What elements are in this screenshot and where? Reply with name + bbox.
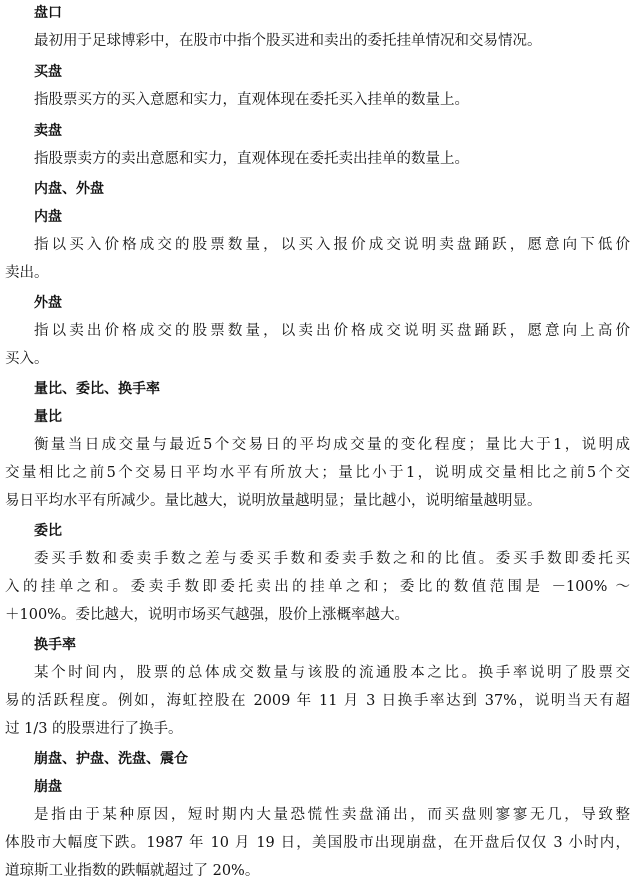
paragraph-liangbi-line-1: 衡量当日成交量与最近5个交易日的平均成交量的变化程度；量比大于1，说明成 — [34, 437, 630, 453]
paragraph-weibi-line-1: 委买手数和委卖手数之差与委买手数和委卖手数之和的比值。委买手数即委托买 — [34, 551, 630, 567]
paragraph-huanshoulv-line-2: 易的活跃程度。例如，海虹控股在 2009 年 11 月 3 日换手率达到 37%，说明当天有超 — [5, 693, 630, 709]
heading-liangbi: 量比 — [34, 409, 62, 425]
paragraph-maipan-sell-line-1: 指股票卖方的卖出意愿和实力，直观体现在委托卖出挂单的数量上。 — [34, 151, 469, 167]
heading-maipan-sell: 卖盘 — [34, 123, 62, 139]
paragraph-maipan-line-1: 指股票买方的买入意愿和实力，直观体现在委托买入挂单的数量上。 — [34, 92, 469, 108]
paragraph-bengpan-line-1: 是指由于某种原因，短时期内大量恐慌性卖盘涌出，而买盘则寥寥无几，导致整 — [34, 807, 630, 823]
paragraph-bengpan-line-2: 体股市大幅度下跌。1987 年 10 月 19 日，美国股市出现崩盘，在开盘后仅仅 3 小时内， — [5, 835, 630, 851]
heading-weibi: 委比 — [34, 523, 62, 539]
heading-bengpan: 崩盘 — [34, 779, 62, 795]
paragraph-bengpan-line-3: 道琼斯工业指数的跌幅就超过了 20%。 — [5, 863, 260, 879]
heading-maipan: 买盘 — [34, 64, 62, 80]
paragraph-neipan-line-2: 卖出。 — [5, 265, 49, 281]
heading-huanshoulv: 换手率 — [34, 637, 76, 653]
paragraph-weibi-line-2: 入的挂单之和。委卖手数即委托卖出的挂单之和；委比的数值范围是 －100% ～ — [5, 579, 630, 595]
paragraph-huanshoulv-line-3: 过 1/3 的股票进行了换手。 — [5, 721, 183, 737]
heading-bengpan-group: 崩盘、护盘、洗盘、震仓 — [34, 751, 188, 767]
heading-liangbi-group: 量比、委比、换手率 — [34, 381, 160, 397]
paragraph-pankou-line-1: 最初用于足球博彩中，在股市中指个股买进和卖出的委托挂单情况和交易情况。 — [34, 33, 542, 49]
heading-neipan: 内盘 — [34, 209, 62, 225]
paragraph-waipan-line-2: 买入。 — [5, 351, 49, 367]
heading-pankou: 盘口 — [34, 5, 62, 21]
paragraph-liangbi-line-2: 交量相比之前5个交易日平均水平有所放大；量比小于1，说明成交量相比之前5个交 — [5, 465, 630, 481]
paragraph-neipan-line-1: 指以买入价格成交的股票数量，以买入报价成交说明卖盘踊跃，愿意向下低价 — [34, 237, 630, 253]
paragraph-huanshoulv-line-1: 某个时间内，股票的总体成交数量与该股的流通股本之比。换手率说明了股票交 — [34, 665, 630, 681]
heading-waipan: 外盘 — [34, 295, 62, 311]
paragraph-liangbi-line-3: 易日平均水平有所减少。量比越大，说明放量越明显；量比越小，说明缩量越明显。 — [5, 493, 542, 509]
heading-neipan-waipan: 内盘、外盘 — [34, 181, 104, 197]
paragraph-waipan-line-1: 指以卖出价格成交的股票数量，以卖出价格成交说明买盘踊跃，愿意向上高价 — [34, 323, 630, 339]
paragraph-weibi-line-3: ＋100%。委比越大，说明市场买气越强，股价上涨概率越大。 — [5, 607, 409, 623]
